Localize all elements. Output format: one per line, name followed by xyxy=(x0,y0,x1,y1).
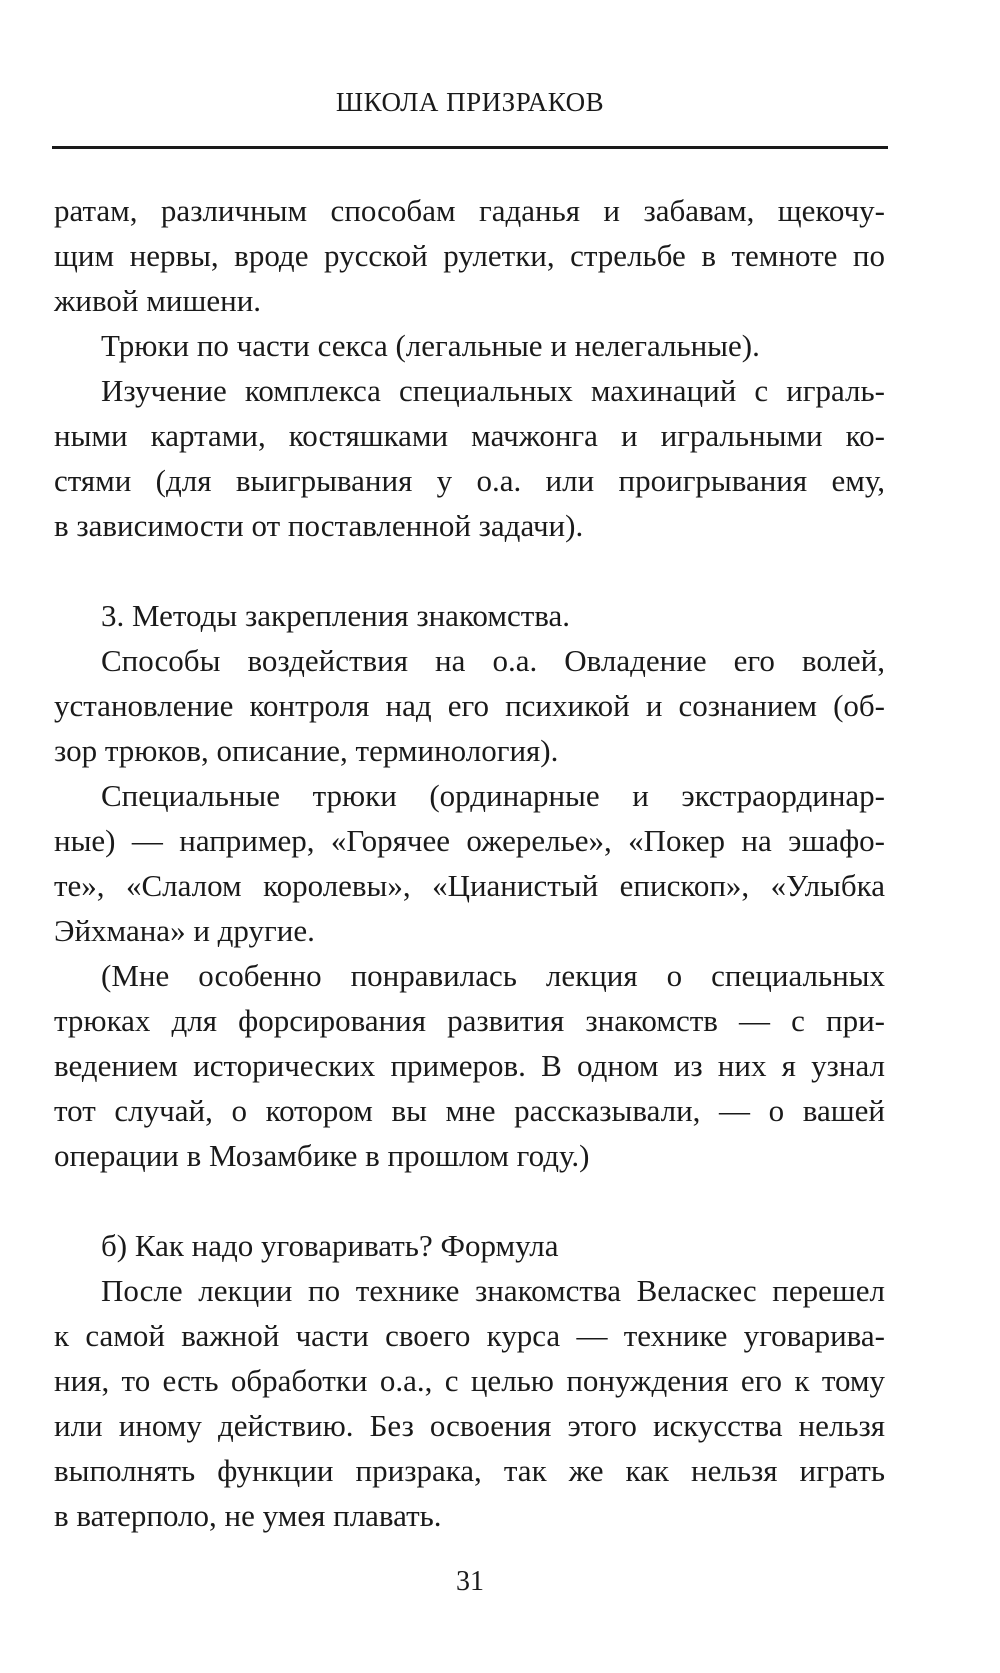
text-line: Специальные трюки (ординарные и экстраординар- xyxy=(101,778,885,813)
text-line: Трюки по части секса (легальные и нелегальные). xyxy=(101,328,760,363)
text-line: живой мишени. xyxy=(54,283,262,318)
text-line: операции в Мозамбике в прошлом году.) xyxy=(54,1138,590,1173)
text-line: Способы воздействия на о.а. Овладение его волей, xyxy=(101,643,885,678)
text-line: тот случай, о котором вы мне рассказывали, — о вашей xyxy=(54,1093,885,1128)
text-line: к самой важной части своего курса — технике уговарива- xyxy=(54,1318,885,1353)
text-line: щим нервы, вроде русской рулетки, стрельбе в темноте по xyxy=(54,238,885,273)
text-line: ведением исторических примеров. В одном из них я узнал xyxy=(54,1048,885,1083)
text-line: выполнять функции призрака, так же как нельзя играть xyxy=(54,1453,885,1488)
text-line: в зависимости от поставленной задачи). xyxy=(54,508,584,543)
text-line: 3. Методы закрепления знакомства. xyxy=(101,598,570,633)
text-line: трюках для форсирования развития знакомств — с при- xyxy=(54,1003,885,1038)
body-text xyxy=(54,188,885,1538)
text-line: б) Как надо уговаривать? Формула xyxy=(101,1228,559,1263)
text-line: ными картами, костяшками мачжонга и игральными ко- xyxy=(54,418,885,453)
text-line: в ватерполо, не умея плавать. xyxy=(54,1498,442,1533)
text-line: те», «Слалом королевы», «Цианистый епископ», «Улыбка xyxy=(54,868,885,903)
text-line: зор трюков, описание, терминология). xyxy=(54,733,559,768)
text-line: или иному действию. Без освоения этого искусства нельзя xyxy=(54,1408,885,1443)
text-line: стями (для выигрывания у о.а. или проигрывания ему, xyxy=(54,463,885,498)
text-line: ратам, различным способам гаданья и забавам, щекочу- xyxy=(54,193,885,228)
section-gap xyxy=(54,1178,885,1223)
section-gap xyxy=(54,548,885,593)
text-line: Изучение комплекса специальных махинаций с играль- xyxy=(101,373,885,408)
text-line: После лекции по технике знакомства Веласкес перешел xyxy=(101,1273,885,1308)
text-line: ния, то есть обработки о.а., с целью понуждения его к тому xyxy=(54,1363,885,1398)
text-line: ные) — например, «Горячее ожерелье», «Покер на эшафо- xyxy=(54,823,885,858)
header-rule xyxy=(52,146,888,149)
running-head: ШКОЛА ПРИЗРАКОВ xyxy=(335,87,605,117)
page-number: 31 xyxy=(456,1566,484,1597)
text-line: (Мне особенно понравилась лекция о специальных xyxy=(101,958,885,993)
text-line: установление контроля над его психикой и сознанием (об- xyxy=(54,688,885,723)
text-line: Эйхмана» и другие. xyxy=(54,913,315,948)
